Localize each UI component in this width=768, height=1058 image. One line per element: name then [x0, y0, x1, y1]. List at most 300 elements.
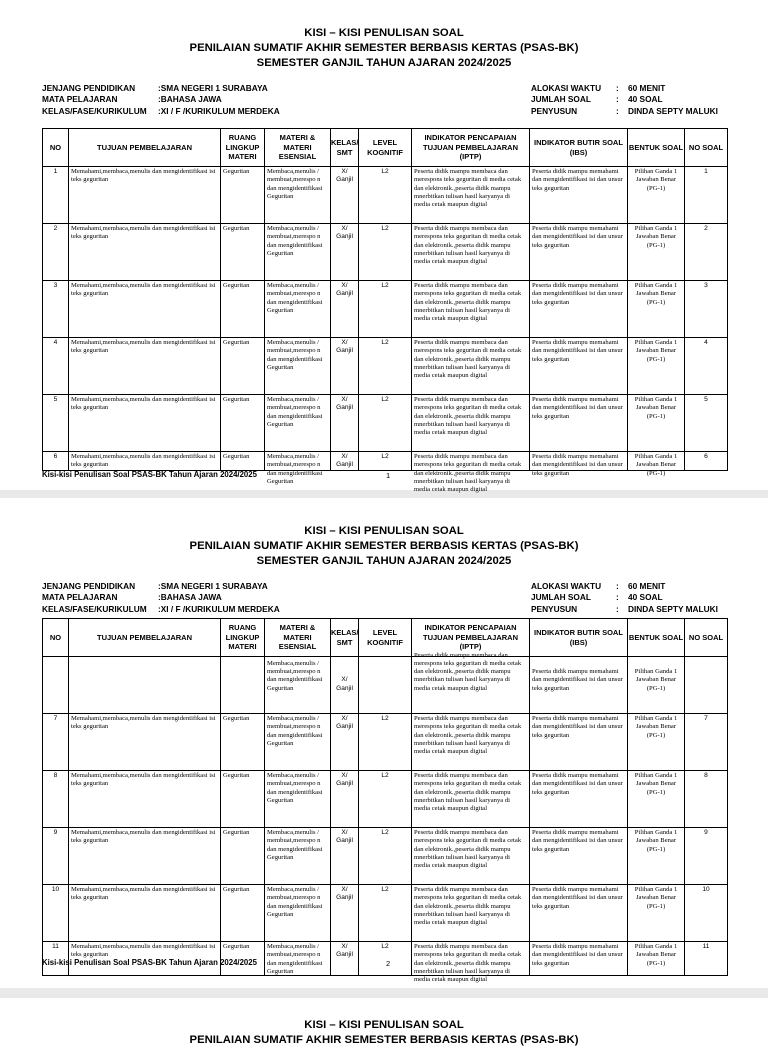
info-sep: : — [616, 592, 619, 603]
cell-ibs — [530, 657, 628, 714]
title-line-1: KISI – KISI PENULISAN SOAL — [304, 1019, 464, 1031]
cell-bentuk — [628, 395, 685, 452]
cell-iptp-text: Peserta didik mampu membaca dan merespons teks geguritan di media cetak dan elektronik.,peserta didik mampu mnerbitkan tulisan hasil karyanya di media cetak maupun digital — [414, 829, 522, 870]
cell-tujuan — [69, 281, 221, 338]
cell-level — [359, 714, 412, 771]
cell-materi-text: Membaca,menulis / membuat,merespo n dan mengidentifikasi Geguritan — [267, 225, 323, 257]
cell-bentuk — [628, 885, 685, 942]
cell-materi-text: Membaca,menulis / membuat,merespo n dan mengidentifikasi Geguritan — [267, 943, 323, 975]
cell-tujuan — [69, 885, 221, 942]
cell-kelas-text: X/ Ganjil — [336, 676, 353, 692]
cell-no: 9 — [43, 828, 69, 885]
cell-level — [359, 885, 412, 942]
cell-ibs-text: Peserta didik mampu memahami dan mengidentifikasi isi dan unsur teks geguritan — [532, 168, 623, 192]
page-1 — [0, 0, 768, 494]
cell-level-text: L2 — [381, 282, 389, 289]
info-label: JENJANG PENDIDIKAN — [42, 83, 136, 93]
column-header: LEVEL KOGNITIF — [359, 129, 412, 167]
cell-materi-text: Membaca,menulis / membuat,merespo n dan mengidentifikasi Geguritan — [267, 829, 323, 861]
cell-ruang-text: Geguritan — [223, 886, 250, 893]
info-right — [531, 581, 718, 615]
cell-no: 10 — [43, 885, 69, 942]
document-title-block — [0, 524, 768, 569]
title-line-1: KISI – KISI PENULISAN SOAL — [304, 525, 464, 537]
cell-level — [359, 828, 412, 885]
cell-materi-text: Membaca,menulis / membuat,merespo n dan mengidentifikasi Geguritan — [267, 396, 323, 428]
cell-materi — [265, 714, 331, 771]
cell-ibs-text: Peserta didik mampu memahami dan mengidentifikasi isi dan unsur teks geguritan — [532, 282, 623, 306]
cell-kelas — [331, 452, 359, 471]
cell-tujuan-text: Memahami,membaca,menulis dan mengidentifikasi isi teks geguritan — [71, 772, 216, 788]
column-header: INDIKATOR BUTIR SOAL (IBS) — [530, 619, 628, 657]
table-row — [43, 224, 728, 281]
cell-ruang — [221, 714, 265, 771]
cell-ruang — [221, 657, 265, 714]
cell-level — [359, 657, 412, 714]
cell-no-soal: 6 — [685, 452, 728, 471]
title-line-3: SEMESTER GANJIL TAHUN AJARAN 2024/2025 — [256, 555, 512, 567]
cell-kelas-text: X/ Ganjil — [336, 453, 353, 469]
cell-tujuan-text: Memahami,membaca,menulis dan mengidentifikasi isi teks geguritan — [71, 396, 216, 412]
cell-ruang — [221, 395, 265, 452]
cell-kelas — [331, 714, 359, 771]
title-line-2: PENILAIAN SUMATIF AKHIR SEMESTER BERBASIS KERTAS (PSAS-BK) — [189, 42, 579, 54]
cell-ruang-text: Geguritan — [223, 396, 250, 403]
cell-ibs — [530, 828, 628, 885]
cell-ruang — [221, 167, 265, 224]
info-value: SMA NEGERI 1 SURABAYA — [160, 83, 268, 93]
info-sep: : — [158, 592, 161, 603]
cell-iptp — [412, 651, 530, 714]
cell-ruang-text: Geguritan — [223, 829, 250, 836]
info-label: MATA PELAJARAN — [42, 94, 118, 105]
cell-level-text: L2 — [381, 886, 389, 893]
cell-kelas — [331, 338, 359, 395]
table-row-continuation — [43, 657, 728, 714]
cell-bentuk-text: Pilihan Ganda 1 Jawaban Benar (PG-1) — [634, 829, 678, 853]
table-header-row — [43, 619, 728, 657]
cell-level — [359, 942, 412, 976]
info-left — [42, 581, 280, 615]
cell-materi-text: Membaca,menulis / membuat,merespo n dan mengidentifikasi Geguritan — [267, 282, 323, 314]
cell-kelas-text: X/ Ganjil — [336, 886, 353, 902]
cell-iptp — [412, 281, 530, 338]
cell-iptp-text: Peserta didik mampu membaca dan merespons teks geguritan di media cetak dan elektronik.,peserta didik mampu mnerbitkan tulisan hasil karyanya di media cetak maupun digital — [414, 886, 522, 927]
cell-materi-text: Membaca,menulis / membuat,merespo n dan mengidentifikasi Geguritan — [267, 772, 323, 804]
cell-no — [43, 657, 69, 714]
cell-level — [359, 281, 412, 338]
cell-iptp-text: Peserta didik mampu membaca dan merespons teks geguritan di media cetak dan elektronik.,peserta didik mampu mnerbitkan tulisan hasil karyanya di media cetak maupun digital — [414, 168, 522, 209]
info-label: JENJANG PENDIDIKAN — [42, 581, 136, 591]
title-line-3: SEMESTER GANJIL TAHUN AJARAN 2024/2025 — [256, 57, 512, 69]
cell-no-soal: 4 — [685, 338, 728, 395]
cell-kelas — [331, 657, 359, 714]
page-number: 2 — [386, 959, 391, 968]
cell-iptp — [412, 167, 530, 224]
info-sep: : — [616, 94, 619, 105]
column-header: INDIKATOR PENCAPAIAN TUJUAN PEMBELAJARAN (IPTP) — [412, 129, 530, 167]
info-value: XI / F /KURIKULUM MERDEKA — [160, 105, 280, 116]
cell-level — [359, 452, 412, 471]
table-header-row — [43, 129, 728, 167]
cell-bentuk — [628, 167, 685, 224]
cell-bentuk-text: Pilihan Ganda 1 Jawaban Benar (PG-1) — [634, 772, 678, 796]
column-header: MATERI & MATERI ESENSIAL — [265, 619, 331, 657]
cell-no-soal: 11 — [685, 942, 728, 976]
info-sep: : — [158, 581, 161, 591]
cell-kelas-text: X/ Ganjil — [336, 943, 353, 959]
table-row — [43, 452, 728, 471]
cell-tujuan-text: Memahami,membaca,menulis dan mengidentifikasi isi teks geguritan — [71, 168, 216, 184]
cell-materi-text: Membaca,menulis / membuat,merespo n dan mengidentifikasi Geguritan — [267, 886, 323, 918]
column-header: NO — [43, 129, 69, 167]
info-label: JUMLAH SOAL — [531, 94, 591, 105]
cell-no-soal: 8 — [685, 771, 728, 828]
table-row — [43, 885, 728, 942]
info-left — [42, 83, 280, 117]
cell-ibs-text: Peserta didik mampu memahami dan mengidentifikasi isi dan unsur teks geguritan — [532, 225, 623, 249]
cell-materi — [265, 771, 331, 828]
column-header: INDIKATOR BUTIR SOAL (IBS) — [530, 129, 628, 167]
cell-no: 4 — [43, 338, 69, 395]
title-line-2: PENILAIAN SUMATIF AKHIR SEMESTER BERBASIS KERTAS (PSAS-BK) — [189, 540, 579, 552]
cell-kelas-text: X/ Ganjil — [336, 396, 353, 412]
info-sep: : — [158, 83, 161, 93]
cell-ibs — [530, 942, 628, 976]
column-header: TUJUAN PEMBELAJARAN — [69, 129, 221, 167]
cell-kelas — [331, 224, 359, 281]
cell-no-soal: 1 — [685, 167, 728, 224]
table-row — [43, 771, 728, 828]
info-sep: : — [616, 603, 619, 614]
cell-level — [359, 771, 412, 828]
info-value: BAHASA JAWA — [160, 94, 222, 105]
cell-materi — [265, 885, 331, 942]
cell-bentuk-wrap — [630, 658, 682, 693]
cell-iptp-wrap — [414, 651, 527, 693]
cell-bentuk — [628, 714, 685, 771]
cell-ruang-text: Geguritan — [223, 715, 250, 722]
cell-level-text: L2 — [381, 715, 389, 722]
cell-tujuan — [69, 714, 221, 771]
cell-kelas-text: X/ Ganjil — [336, 829, 353, 845]
column-header: NO SOAL — [685, 129, 728, 167]
cell-kelas-text: X/ Ganjil — [336, 339, 353, 355]
cell-materi — [265, 338, 331, 395]
cell-no: 2 — [43, 224, 69, 281]
info-label: KELAS/FASE/KURIKULUM — [42, 105, 147, 116]
cell-level-text: L2 — [381, 225, 389, 232]
cell-level-text: L2 — [381, 453, 389, 460]
table-row — [43, 828, 728, 885]
kisi-table-page-2 — [42, 618, 728, 984]
cell-level-text: L2 — [381, 339, 389, 346]
info-sep: : — [616, 581, 619, 591]
cell-ibs-text: Peserta didik mampu memahami dan mengidentifikasi isi dan unsur teks geguritan — [532, 396, 623, 420]
title-line-1: KISI – KISI PENULISAN SOAL — [304, 27, 464, 39]
info-value: BAHASA JAWA — [160, 592, 222, 603]
table-row — [43, 167, 728, 224]
info-value: 40 SOAL — [628, 592, 663, 603]
cell-ibs — [530, 714, 628, 771]
info-sep: : — [616, 105, 619, 116]
cell-ruang-text: Geguritan — [223, 168, 250, 175]
cell-kelas — [331, 885, 359, 942]
cell-ibs-text: Peserta didik mampu memahami dan mengidentifikasi isi dan unsur teks geguritan — [532, 339, 623, 363]
cell-materi-text: Membaca,menulis / membuat,merespo n dan mengidentifikasi Geguritan — [267, 715, 323, 747]
cell-kelas — [331, 167, 359, 224]
cell-ibs — [530, 395, 628, 452]
info-value: 60 MENIT — [628, 581, 666, 591]
title-line-2: PENILAIAN SUMATIF AKHIR SEMESTER BERBASIS KERTAS (PSAS-BK) — [189, 1034, 579, 1046]
cell-iptp — [412, 771, 530, 828]
cell-bentuk-text: Pilihan Ganda 1 Jawaban Benar (PG-1) — [634, 339, 678, 363]
cell-tujuan — [69, 338, 221, 395]
info-value: XI / F /KURIKULUM MERDEKA — [160, 603, 280, 614]
column-header: BENTUK SOAL — [628, 619, 685, 657]
cell-level-text: L2 — [381, 829, 389, 836]
cell-tujuan — [69, 395, 221, 452]
cell-kelas-text: X/ Ganjil — [336, 282, 353, 298]
cell-tujuan-text: Memahami,membaca,menulis dan mengidentifikasi isi teks geguritan — [71, 943, 216, 959]
cell-iptp — [412, 395, 530, 452]
cell-ibs — [530, 885, 628, 942]
cell-ruang — [221, 771, 265, 828]
cell-tujuan — [69, 167, 221, 224]
page-footer: Kisi-kisi Penulisan Soal PSAS-BK Tahun Ajaran 2024/2025 — [42, 958, 257, 967]
cell-tujuan — [69, 452, 221, 471]
cell-kelas — [331, 828, 359, 885]
cell-ruang — [221, 828, 265, 885]
cell-ruang — [221, 281, 265, 338]
info-label: PENYUSUN — [531, 105, 578, 116]
cell-level — [359, 338, 412, 395]
cell-kelas-text: X/ Ganjil — [336, 168, 353, 184]
cell-materi-wrap — [267, 658, 328, 693]
info-sep: : — [158, 603, 161, 614]
cell-ibs-wrap — [532, 658, 625, 693]
cell-bentuk-text: Pilihan Ganda 1 Jawaban Benar (PG-1) — [634, 168, 678, 192]
cell-tujuan — [69, 224, 221, 281]
info-value: SMA NEGERI 1 SURABAYA — [160, 581, 268, 591]
cell-ibs — [530, 771, 628, 828]
cell-level-text: L2 — [381, 396, 389, 403]
info-label: ALOKASI WAKTU — [531, 581, 602, 591]
cell-materi-text: Membaca,menulis / membuat,merespo n dan mengidentifikasi Geguritan — [267, 339, 323, 371]
column-header: RUANG LINGKUP MATERI — [221, 129, 265, 167]
cell-no: 1 — [43, 167, 69, 224]
cell-ibs-text: Peserta didik mampu memahami dan mengidentifikasi isi dan unsur teks geguritan — [532, 772, 623, 796]
cell-no: 8 — [43, 771, 69, 828]
cell-bentuk — [628, 224, 685, 281]
column-header: RUANG LINGKUP MATERI — [221, 619, 265, 657]
cell-kelas — [331, 281, 359, 338]
cell-iptp-text: Peserta didik mampu membaca dan merespons teks geguritan di media cetak dan elektronik.,peserta didik mampu mnerbitkan tulisan hasil karyanya di media cetak maupun digital — [414, 282, 522, 323]
cell-bentuk-text: Pilihan Ganda 1 Jawaban Benar (PG-1) — [634, 225, 678, 249]
cell-no: 7 — [43, 714, 69, 771]
cell-level-text: L2 — [381, 168, 389, 175]
info-label: MATA PELAJARAN — [42, 592, 118, 603]
column-header: TUJUAN PEMBELAJARAN — [69, 619, 221, 657]
cell-bentuk — [628, 338, 685, 395]
cell-tujuan-text: Memahami,membaca,menulis dan mengidentifikasi isi teks geguritan — [71, 829, 216, 845]
cell-tujuan-text: Memahami,membaca,menulis dan mengidentifikasi isi teks geguritan — [71, 453, 216, 469]
cell-tujuan-text: Memahami,membaca,menulis dan mengidentifikasi isi teks geguritan — [71, 225, 216, 241]
cell-no-soal: 10 — [685, 885, 728, 942]
cell-ibs-text: Peserta didik mampu memahami dan mengidentifikasi isi dan unsur teks geguritan — [532, 886, 623, 910]
cell-iptp-text: Peserta didik mampu membaca dan merespons teks geguritan di media cetak dan elektronik.,peserta didik mampu mnerbitkan tulisan hasil karyanya di media cetak maupun digital — [414, 396, 522, 437]
cell-iptp — [412, 885, 530, 942]
cell-iptp — [412, 828, 530, 885]
cell-level-text: L2 — [381, 772, 389, 779]
cell-ibs-text: Peserta didik mampu memahami dan mengidentifikasi isi dan unsur teks geguritan — [532, 943, 623, 967]
info-sep: : — [616, 83, 619, 93]
cell-ruang-text: Geguritan — [223, 282, 250, 289]
cell-no-soal: 7 — [685, 714, 728, 771]
cell-kelas — [331, 395, 359, 452]
cell-level — [359, 167, 412, 224]
cell-iptp — [412, 452, 530, 494]
cell-no: 5 — [43, 395, 69, 452]
cell-no-soal: 9 — [685, 828, 728, 885]
cell-bentuk — [628, 452, 685, 477]
table-row — [43, 395, 728, 452]
info-label: ALOKASI WAKTU — [531, 83, 602, 93]
cell-bentuk-text: Pilihan Ganda 1 Jawaban Benar (PG-1) — [634, 715, 678, 739]
cell-bentuk-text: Pilihan Ganda 1 Jawaban Benar (PG-1) — [634, 943, 678, 967]
cell-no: 3 — [43, 281, 69, 338]
cell-iptp-text: Peserta didik mampu membaca dan merespons teks geguritan di media cetak dan elektronik.,peserta didik mampu mnerbitkan tulisan hasil karyanya di media cetak maupun digital — [414, 715, 522, 756]
cell-ibs — [530, 224, 628, 281]
cell-materi — [265, 942, 331, 976]
cell-ibs-text: Peserta didik mampu memahami dan mengidentifikasi isi dan unsur teks geguritan — [532, 829, 623, 853]
cell-no-soal: 2 — [685, 224, 728, 281]
cell-tujuan-text: Memahami,membaca,menulis dan mengidentifikasi isi teks geguritan — [71, 282, 216, 298]
cell-iptp-text: Peserta didik mampu membaca dan merespons teks geguritan di media cetak dan elektronik.,peserta didik mampu mnerbitkan tulisan hasil karyanya di media cetak maupun digital — [414, 651, 522, 692]
cell-kelas-text: X/ Ganjil — [336, 772, 353, 788]
info-label: KELAS/FASE/KURIKULUM — [42, 603, 147, 614]
cell-materi — [265, 224, 331, 281]
cell-bentuk — [628, 828, 685, 885]
column-header: KELAS/ SMT — [331, 619, 359, 657]
cell-tujuan-text: Memahami,membaca,menulis dan mengidentifikasi isi teks geguritan — [71, 886, 216, 902]
cell-kelas-text: X/ Ganjil — [336, 225, 353, 241]
info-right — [531, 83, 718, 117]
cell-iptp-text: Peserta didik mampu membaca dan merespons teks geguritan di media cetak dan elektronik.,peserta didik mampu mnerbitkan tulisan hasil karyanya di media cetak maupun digital — [414, 772, 522, 813]
cell-no: 11 — [43, 942, 69, 976]
info-value: 40 SOAL — [628, 94, 663, 105]
info-value: DINDA SEPTY MALUKI — [628, 603, 718, 614]
cell-ruang-text: Geguritan — [223, 453, 250, 460]
cell-bentuk-text: Pilihan Ganda 1 Jawaban Benar (PG-1) — [634, 668, 678, 692]
cell-materi — [265, 167, 331, 224]
cell-iptp — [412, 338, 530, 395]
cell-materi — [265, 657, 331, 714]
cell-kelas — [331, 771, 359, 828]
cell-bentuk-text: Pilihan Ganda 1 Jawaban Benar (PG-1) — [634, 453, 678, 477]
column-header: LEVEL KOGNITIF — [359, 619, 412, 657]
cell-materi — [265, 452, 331, 485]
column-header: KELAS/ SMT — [331, 129, 359, 167]
cell-ruang — [221, 452, 265, 471]
cell-iptp-text: Peserta didik mampu membaca dan merespons teks geguritan di media cetak dan elektronik.,peserta didik mampu mnerbitkan tulisan hasil karyanya di media cetak maupun digital — [414, 339, 522, 380]
cell-materi — [265, 395, 331, 452]
cell-materi-text: Membaca,menulis / membuat,merespo n dan mengidentifikasi Geguritan — [267, 168, 323, 200]
cell-bentuk — [628, 942, 685, 976]
cell-ibs-text: Peserta didik mampu memahami dan mengidentifikasi isi dan unsur teks geguritan — [532, 453, 623, 477]
cell-tujuan-text: Memahami,membaca,menulis dan mengidentifikasi isi teks geguritan — [71, 715, 216, 731]
cell-level — [359, 395, 412, 452]
cell-level-text: L2 — [381, 943, 389, 950]
cell-ibs — [530, 452, 628, 477]
info-sep: : — [158, 105, 161, 116]
cell-iptp-text: Peserta didik mampu membaca dan merespons teks geguritan di media cetak dan elektronik.,peserta didik mampu mnerbitkan tulisan hasil karyanya di media cetak maupun digital — [414, 225, 522, 266]
cell-ruang-text: Geguritan — [223, 943, 250, 950]
cell-tujuan — [69, 828, 221, 885]
cell-kelas — [331, 942, 359, 976]
cell-kelas-text: X/ Ganjil — [336, 715, 353, 731]
info-sep: : — [158, 94, 161, 105]
cell-iptp-text: Peserta didik mampu membaca dan merespons teks geguritan di media cetak dan elektronik.,peserta didik mampu mnerbitkan tulisan hasil karyanya di media cetak maupun digital — [414, 943, 522, 984]
column-header: INDIKATOR PENCAPAIAN TUJUAN PEMBELAJARAN (IPTP) — [412, 619, 530, 657]
cell-iptp — [412, 942, 530, 984]
cell-ruang — [221, 338, 265, 395]
table-row — [43, 714, 728, 771]
cell-iptp-text: Peserta didik mampu membaca dan merespons teks geguritan di media cetak dan elektronik.,peserta didik mampu mnerbitkan tulisan hasil karyanya di media cetak maupun digital — [414, 453, 522, 494]
cell-bentuk-text: Pilihan Ganda 1 Jawaban Benar (PG-1) — [634, 886, 678, 910]
cell-materi — [265, 828, 331, 885]
cell-bentuk — [628, 281, 685, 338]
cell-level — [359, 224, 412, 281]
cell-ruang — [221, 885, 265, 942]
cell-tujuan — [69, 771, 221, 828]
column-header: NO SOAL — [685, 619, 728, 657]
info-label: JUMLAH SOAL — [531, 592, 591, 603]
document-title-block — [0, 1018, 768, 1048]
cell-bentuk-text: Pilihan Ganda 1 Jawaban Benar (PG-1) — [634, 396, 678, 420]
cell-ibs — [530, 167, 628, 224]
cell-materi — [265, 281, 331, 338]
cell-tujuan — [69, 657, 221, 714]
cell-no-soal — [685, 657, 728, 714]
page-2 — [0, 498, 768, 988]
cell-ruang-text: Geguritan — [223, 225, 250, 232]
page-number: 1 — [386, 471, 391, 480]
page-3 — [0, 998, 768, 1058]
cell-ruang-text: Geguritan — [223, 772, 250, 779]
cell-no-soal: 3 — [685, 281, 728, 338]
table-row — [43, 281, 728, 338]
cell-ibs — [530, 281, 628, 338]
cell-bentuk-text: Pilihan Ganda 1 Jawaban Benar (PG-1) — [634, 282, 678, 306]
cell-kelas-wrap — [333, 658, 356, 693]
cell-ruang — [221, 224, 265, 281]
cell-tujuan-text: Memahami,membaca,menulis dan mengidentifikasi isi teks geguritan — [71, 339, 216, 355]
page-footer: Kisi-kisi Penulisan Soal PSAS-BK Tahun Ajaran 2024/2025 — [42, 470, 257, 479]
cell-bentuk — [628, 771, 685, 828]
column-header: NO — [43, 619, 69, 657]
cell-materi-text: Membaca,menulis / membuat,merespo n dan mengidentifikasi Geguritan — [267, 453, 323, 485]
cell-ibs-text: Peserta didik mampu memahami dan mengidentifikasi isi dan unsur teks geguritan — [532, 668, 623, 692]
cell-no-soal: 5 — [685, 395, 728, 452]
table-row — [43, 338, 728, 395]
info-value: DINDA SEPTY MALUKI — [628, 105, 718, 116]
cell-materi-text: Membaca,menulis / membuat,merespo n dan mengidentifikasi Geguritan — [267, 659, 323, 692]
cell-ibs-text: Peserta didik mampu memahami dan mengidentifikasi isi dan unsur teks geguritan — [532, 715, 623, 739]
column-header: MATERI & MATERI ESENSIAL — [265, 129, 331, 167]
info-label: PENYUSUN — [531, 603, 578, 614]
column-header: BENTUK SOAL — [628, 129, 685, 167]
